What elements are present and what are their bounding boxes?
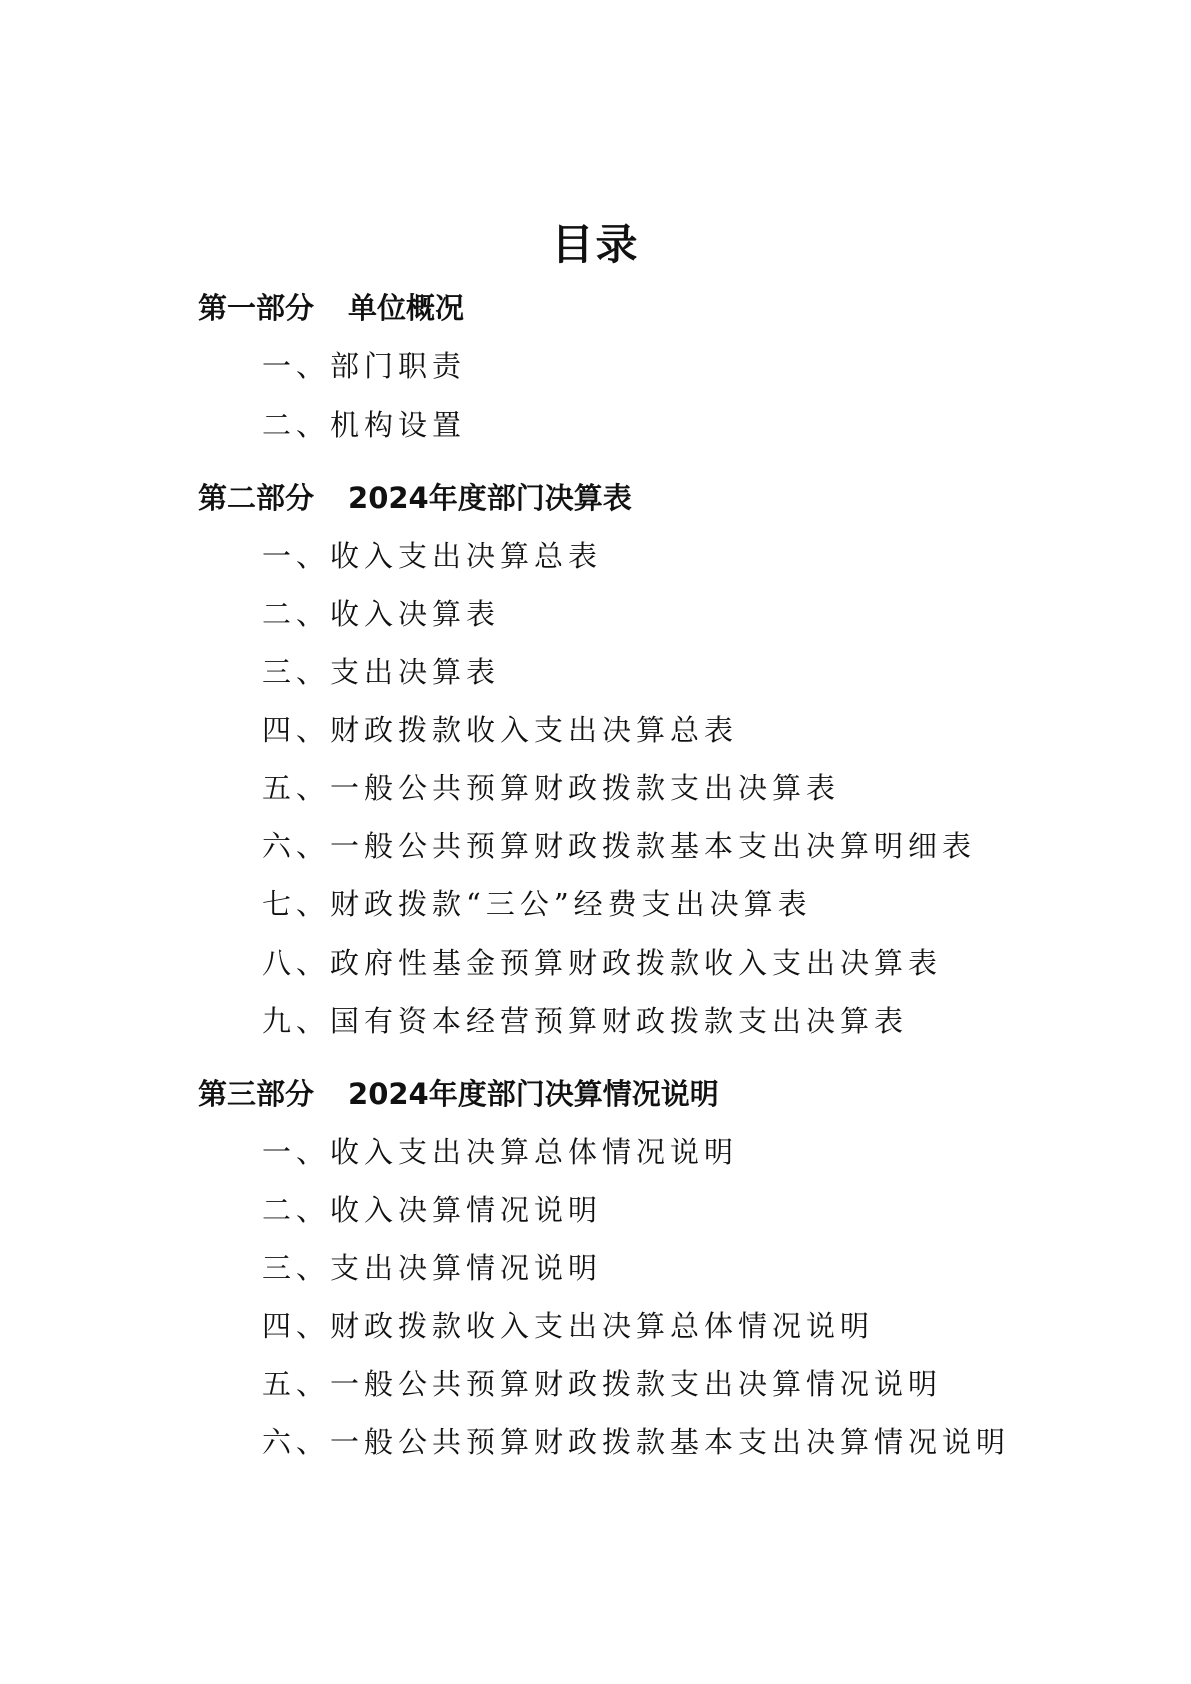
toc-item[interactable]: 七、财政拨款“三公”经费支出决算表 [262,887,812,921]
toc-item[interactable]: 二、机构设置 [262,408,467,442]
part-label: 第二部分 [198,481,315,515]
toc-item[interactable]: 四、财政拨款收入支出决算总体情况说明 [262,1309,875,1343]
toc-item[interactable]: 五、一般公共预算财政拨款支出决算情况说明 [262,1367,943,1401]
toc-part-2[interactable] [198,476,632,517]
part-name: 2024年度部门决算情况说明 [348,1077,719,1111]
part-name: 单位概况 [348,291,465,325]
page-title: 目录 [551,220,640,269]
toc-item[interactable]: 三、支出决算表 [262,655,501,689]
toc-item[interactable]: 九、国有资本经营预算财政拨款支出决算表 [262,1004,909,1038]
toc-item[interactable]: 二、收入决算表 [262,597,501,631]
toc-item[interactable]: 一、部门职责 [262,349,467,383]
toc-item[interactable]: 一、收入支出决算总体情况说明 [262,1135,739,1169]
toc-item[interactable]: 八、政府性基金预算财政拨款收入支出决算表 [262,946,943,980]
part-label: 第一部分 [198,291,315,325]
part-name: 2024年度部门决算表 [348,481,632,515]
toc-item[interactable]: 六、一般公共预算财政拨款基本支出决算情况说明 [262,1425,1011,1459]
toc-item[interactable]: 二、收入决算情况说明 [262,1193,603,1227]
toc-item[interactable]: 五、一般公共预算财政拨款支出决算表 [262,771,841,805]
toc-item[interactable]: 一、收入支出决算总表 [262,539,603,573]
toc-part-3[interactable] [198,1072,719,1113]
toc-item[interactable]: 六、一般公共预算财政拨款基本支出决算明细表 [262,829,977,863]
toc-item[interactable]: 三、支出决算情况说明 [262,1251,603,1285]
part-label: 第三部分 [198,1077,315,1111]
toc-part-1[interactable] [198,286,464,327]
toc-item[interactable]: 四、财政拨款收入支出决算总表 [262,713,739,747]
